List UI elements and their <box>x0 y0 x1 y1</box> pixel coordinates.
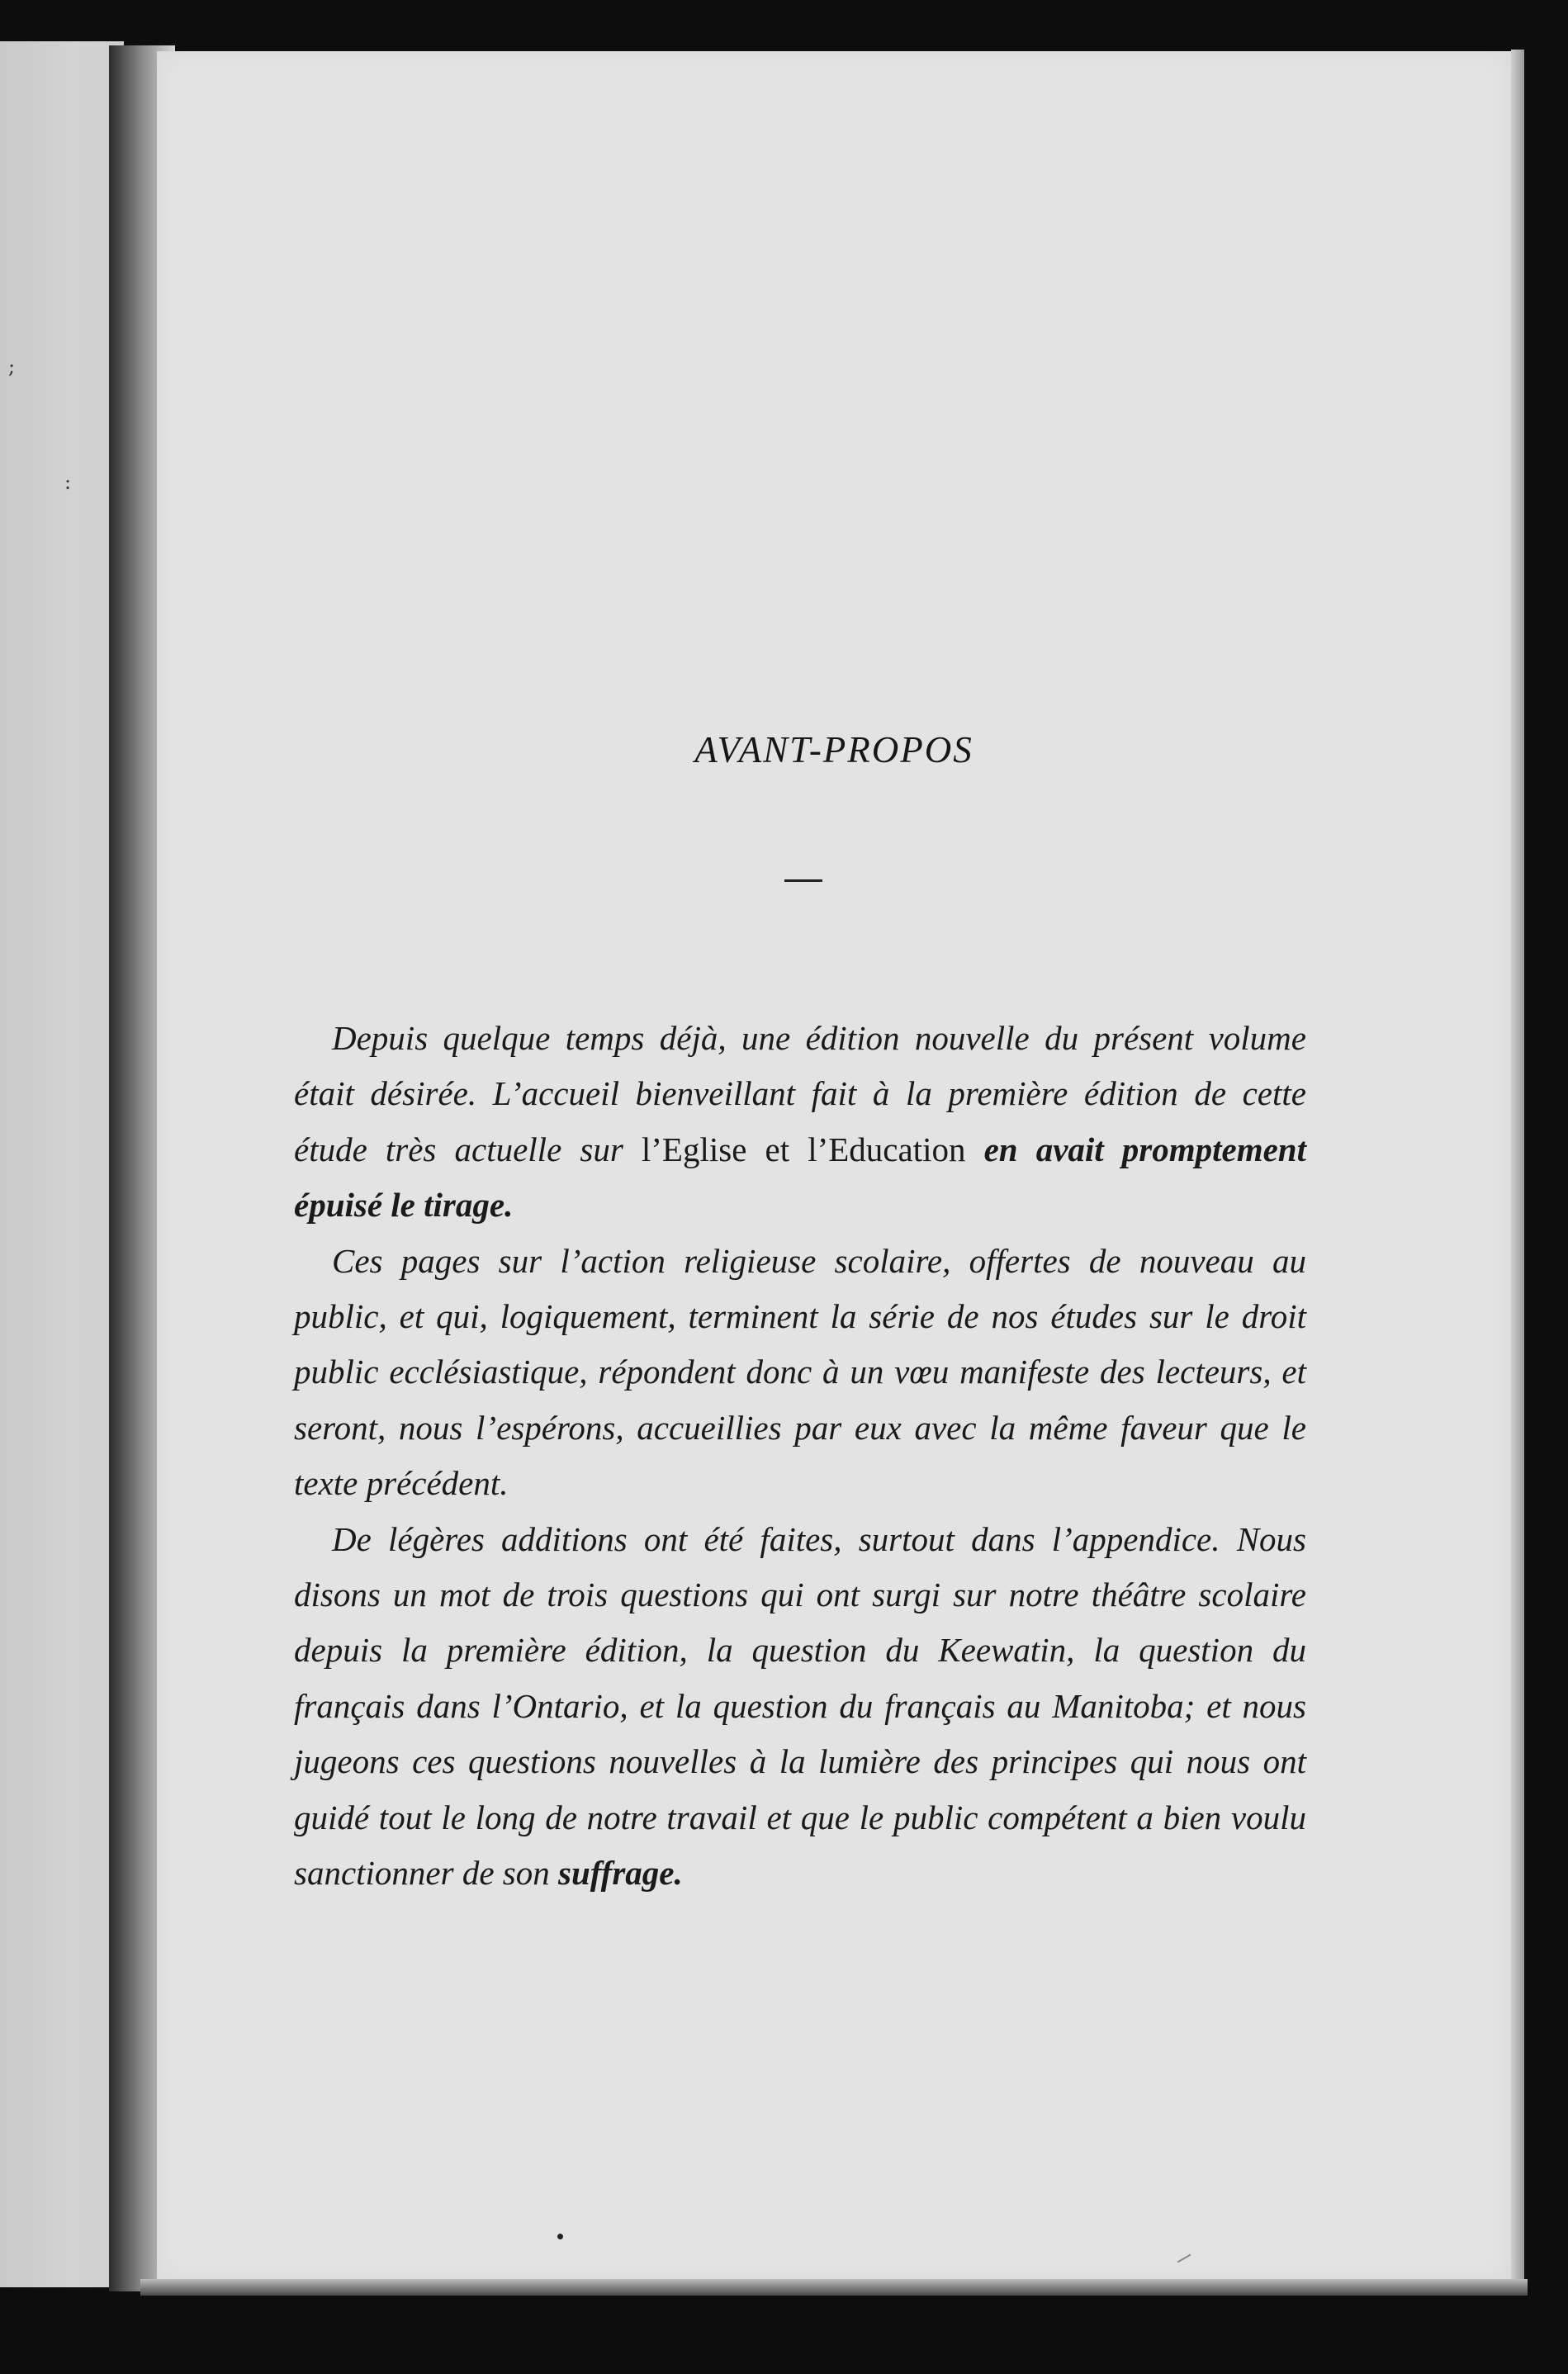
page-edge-bottom <box>140 2279 1528 2296</box>
ink-dot <box>557 2234 563 2239</box>
page-heading: AVANT-PROPOS <box>694 729 973 770</box>
margin-mark: : <box>64 471 72 494</box>
ink-speck <box>1177 2254 1191 2263</box>
page-edge-right <box>1511 50 1524 2287</box>
previous-page-edge <box>0 41 124 2287</box>
paragraph-1 <box>294 1011 1306 1234</box>
heading-rule <box>784 879 822 882</box>
paragraph-1-segment-1: Depuis quelque temps déjà, une édition nouvelle du présent volume était désirée. L’accueil bienveillant fait à la première édition de cette étude très actuelle sur <box>294 1019 1306 1168</box>
paragraph-2 <box>294 1234 1306 1512</box>
paragraph-3-segment-1: De légères additions ont été faites, surtout dans l’appendice. Nous disons un mot de trois questions qui ont surgi sur notre théâtre scolaire depuis la première édition, la question du Keewatin, la question du français dans l’Ontario, et la question du français au Manitoba; et nous jugeons ces questions nouvelles à la lumière des principes qui nous ont guidé tout le long de notre travail et que le public compétent a bien voulu sanctionner de son <box>294 1519 1306 1893</box>
body-text <box>294 1011 1306 1902</box>
book-page <box>157 51 1511 2281</box>
paragraph-3-segment-2: suffrage. <box>558 1854 683 1893</box>
paragraph-3 <box>294 1512 1306 1902</box>
paragraph-1-segment-3: en avait promptement épuisé le tirage. <box>294 1130 1306 1225</box>
paragraph-2-segment-1: Ces pages sur l’action religieuse scolaire, offertes de nouveau au public, et qui, logiquement, terminent la série de nos études sur le droit public ecclésiastique, répondent donc à un vœu manifeste des lecteurs, et seront, nous l’espérons, accueillies par eux avec la même faveur que le texte précédent. <box>294 1241 1306 1503</box>
margin-mark: ; <box>8 355 16 378</box>
paragraph-1-segment-2: l’Eglise et l’Education <box>641 1130 966 1168</box>
